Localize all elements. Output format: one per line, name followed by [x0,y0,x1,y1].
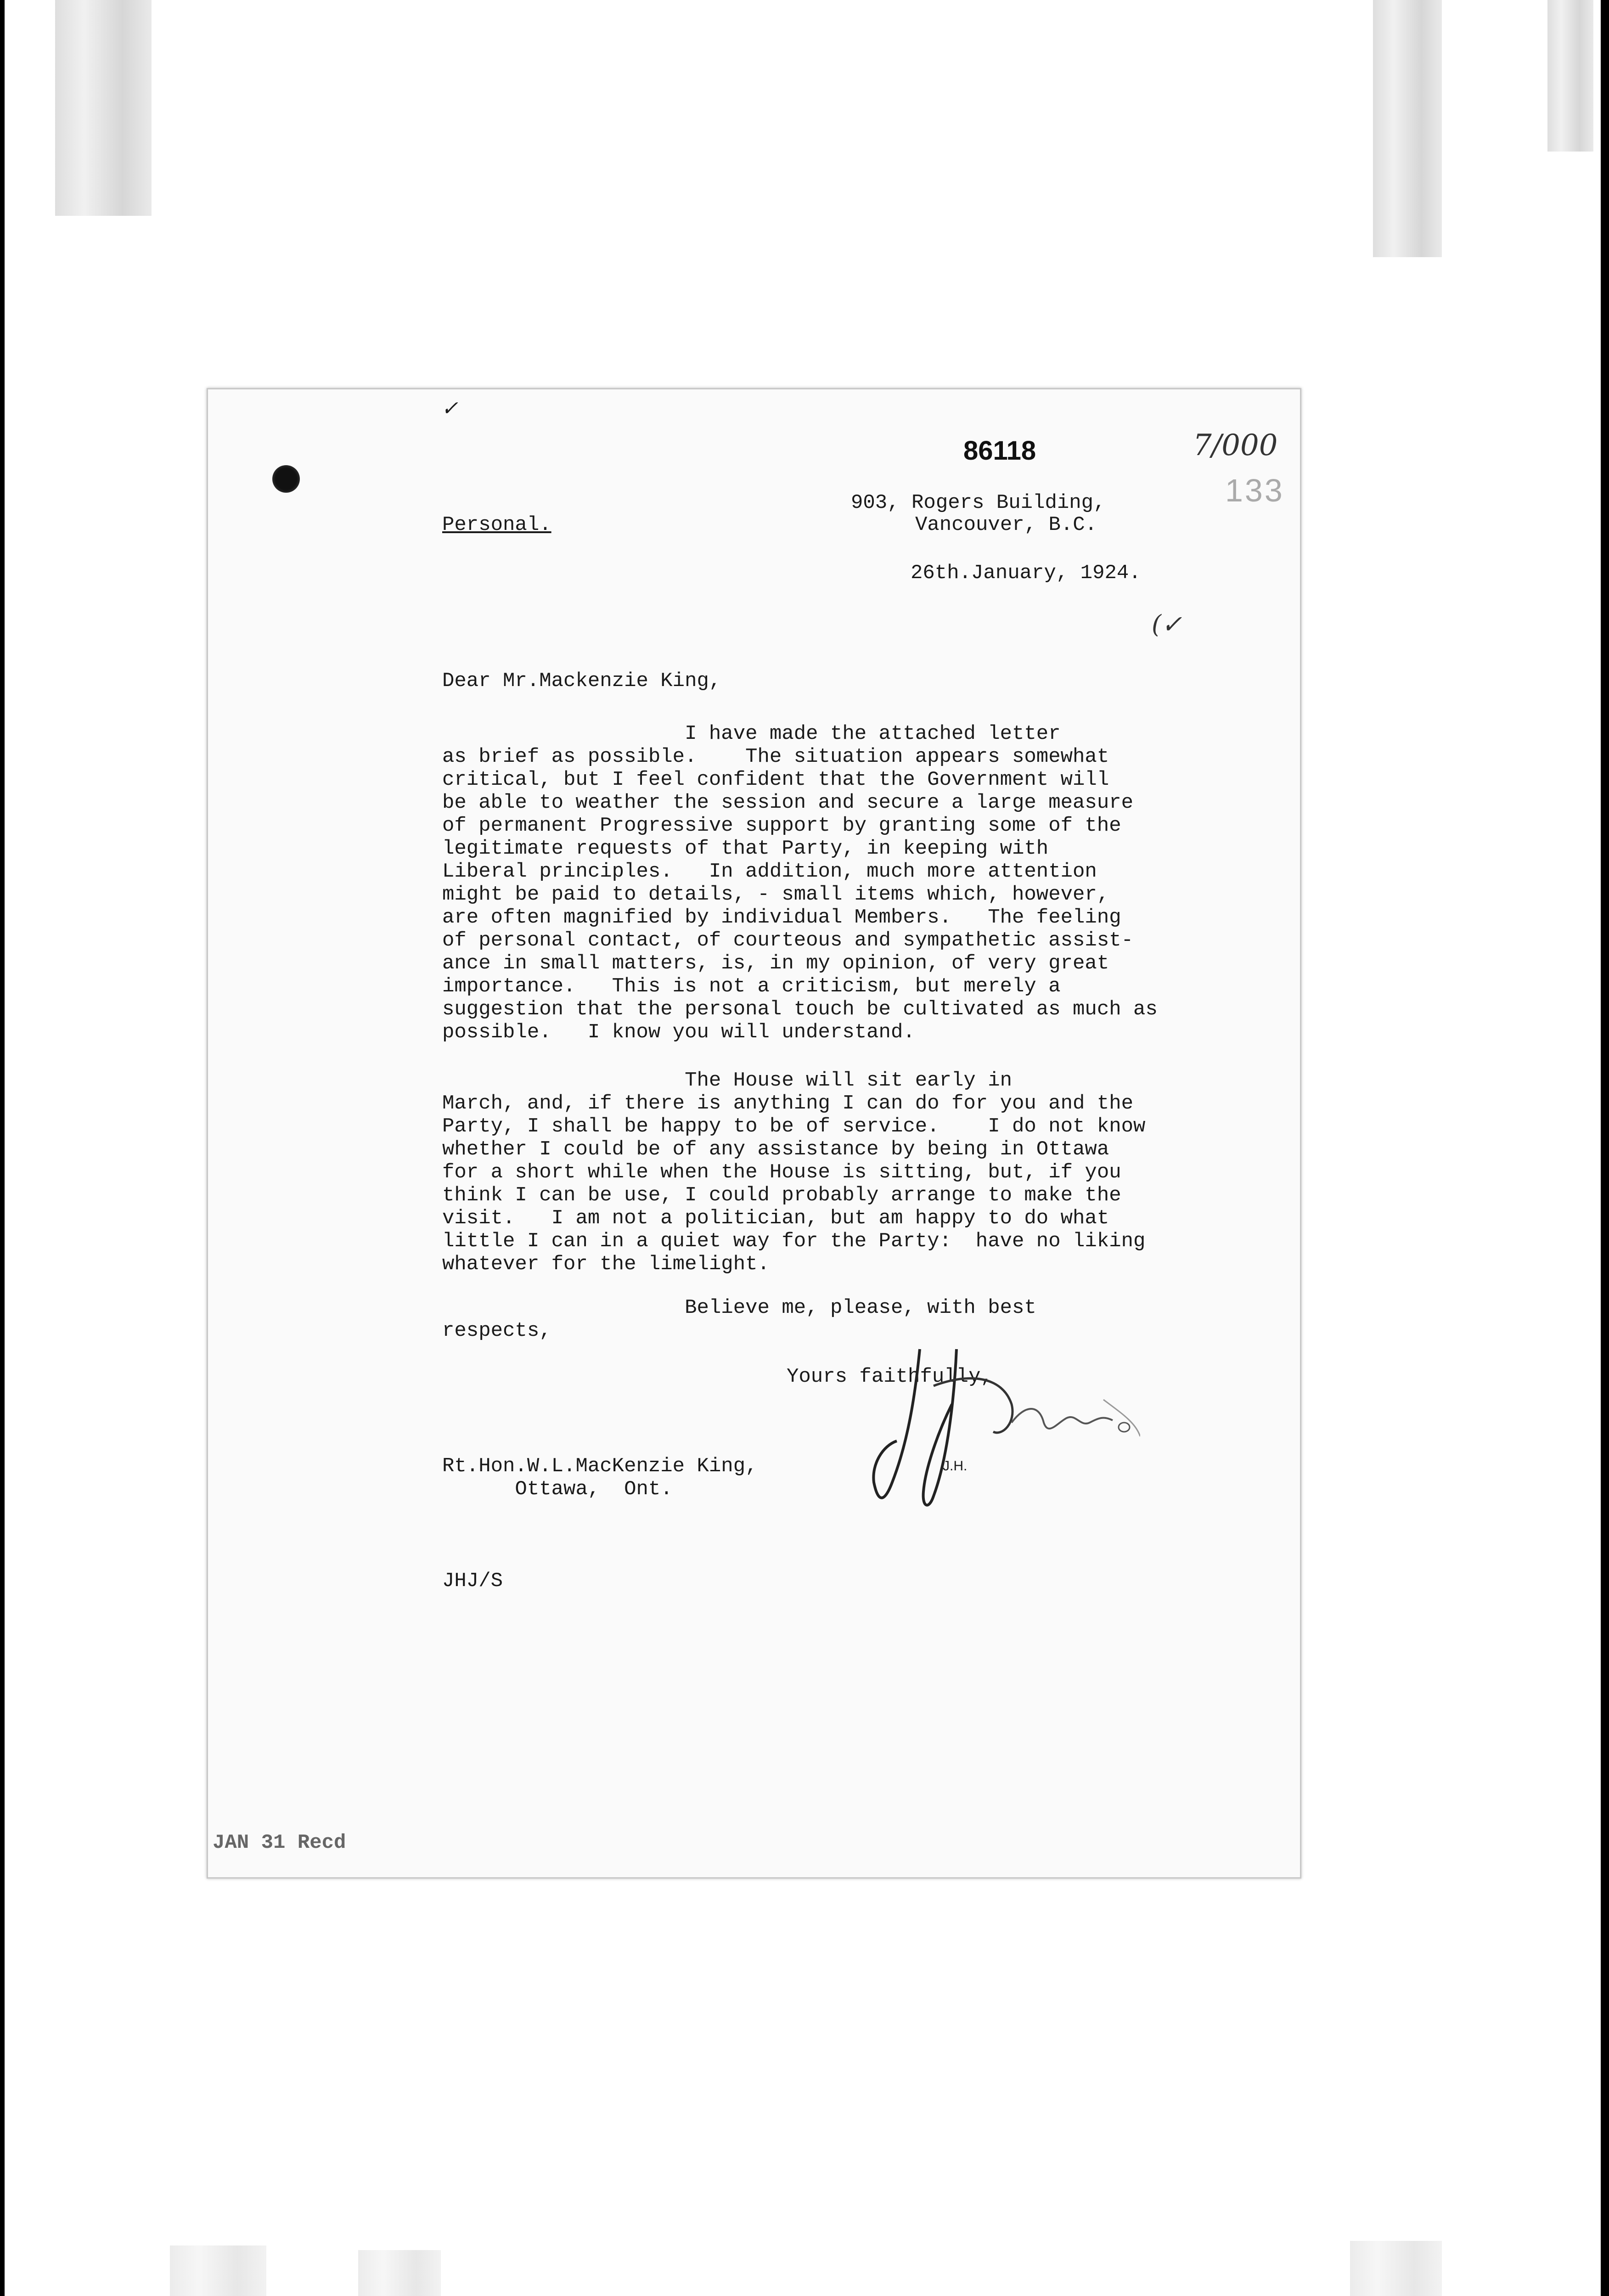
body-paragraph-1 [442,722,1158,1044]
tape-strip [55,0,152,216]
tape-strip [1373,0,1442,257]
closing-line-2: respects, [442,1319,551,1342]
tape-strip [1350,2241,1442,2296]
tape-strip [1547,0,1593,152]
punch-hole [272,465,300,493]
paragraph-line: suggestion that the personal touch be cultivated as much as [442,998,1158,1021]
handwritten-mark: (✓ [1152,610,1182,639]
paragraph-line: Liberal principles. In addition, much more attention [442,860,1097,883]
paragraph-line: I have made the attached letter [442,722,1061,745]
reference-initials: JHJ/S [442,1570,503,1593]
stamp-number: 133 [1225,473,1284,508]
received-stamp: JAN 31 Recd [213,1831,346,1854]
paragraph-line: for a short while when the House is sitting, but, if you [442,1161,1121,1184]
microfilm-frame-left [0,0,5,2296]
paragraph-line: might be paid to details, - small items which, however, [442,883,1109,906]
paragraph-line: importance. This is not a criticism, but merely a [442,975,1061,998]
paragraph-line: as brief as possible. The situation appears somewhat [442,745,1109,768]
address-line-1: 903, Rogers Building, [851,491,1106,514]
document-number: 86118 [963,436,1036,466]
paragraph-line: March, and, if there is anything I can do for you and the [442,1092,1134,1115]
closing-line-1: Believe me, please, with best [442,1296,1036,1319]
recipient-line-1: Rt.Hon.W.L.MacKenzie King, [442,1455,758,1478]
signature [865,1331,1140,1524]
paragraph-line: whether I could be of any assistance by being in Ottawa [442,1138,1109,1161]
paragraph-line: of permanent Progressive support by granting some of the [442,814,1121,837]
address-line-2: Vancouver, B.C. [915,513,1097,536]
personal-label: Personal. [442,513,551,536]
handwritten-reference: 7/000 [1193,428,1278,462]
tick-mark: ✓ [441,397,458,420]
letter-date: 26th.January, 1924. [911,562,1141,585]
paragraph-line: think I can be use, I could probably arrange to make the [442,1184,1121,1207]
microfilm-frame-right [1601,0,1609,2296]
body-paragraph-2 [442,1069,1145,1276]
paragraph-line: critical, but I feel confident that the Government will [442,768,1109,791]
paragraph-line: of personal contact, of courteous and sympathetic assist- [442,929,1134,952]
signature-initials: J.H. [943,1458,968,1474]
paragraph-line: are often magnified by individual Members. The feeling [442,906,1121,929]
tape-strip [358,2250,441,2296]
valediction: Yours faithfully, [787,1365,993,1388]
paragraph-line: ance in small matters, is, in my opinion, of very great [442,952,1109,975]
paragraph-line: visit. I am not a politician, but am happy to do what [442,1207,1109,1230]
paragraph-line: The House will sit early in [442,1069,1013,1092]
salutation: Dear Mr.Mackenzie King, [442,670,721,692]
paragraph-line: be able to weather the session and secure a large measure [442,791,1134,814]
paragraph-line: whatever for the limelight. [442,1253,770,1276]
letter-sheet [207,388,1301,1879]
paragraph-line: possible. I know you will understand. [442,1021,915,1044]
paragraph-line: little I can in a quiet way for the Party: have no liking [442,1230,1146,1253]
recipient-line-2: Ottawa, Ont. [442,1478,673,1501]
paragraph-line: Party, I shall be happy to be of service. I do not know [442,1115,1146,1138]
paragraph-line: legitimate requests of that Party, in keeping with [442,837,1049,860]
tape-strip [170,2245,266,2296]
